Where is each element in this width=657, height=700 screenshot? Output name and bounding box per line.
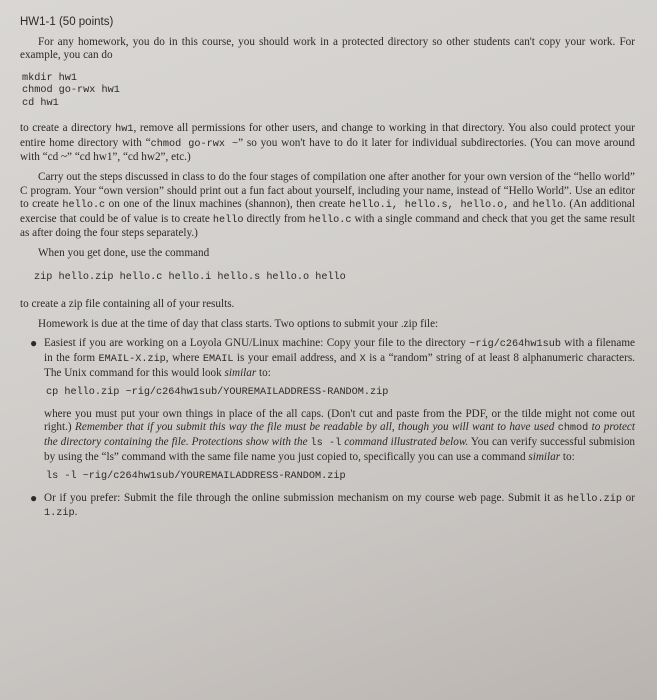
bullet-icon: ● bbox=[30, 336, 38, 351]
list-item: ● Easiest if you are working on a Loyola GNU/Linux machine: Copy your file to the directory ~rig/c264hw1sub with a filename in the form EMAIL-X.zip, where EMAIL is your email address, and X is a “random” string of at least 8 alphanumeric characters. The Unix command for this would look similar to: bbox=[30, 336, 635, 379]
code-block bbox=[22, 73, 635, 111]
submission-details-paragraph: where you must put your own things in place of the all caps. (Don't cut and paste from the PDF, or the tilde might not come out right.) Remember that if you submit this way the file must be readable by all, though you will want to have used chmod to protect the directory containing the file. Protections show with the ls -l command illustrated below. You can verify successful submision by using the “ls” command with the same file name you just copied to, specifically you can use a command similar to: bbox=[44, 407, 636, 463]
zip-file-paragraph: to create a zip file containing all of your results. bbox=[20, 298, 235, 311]
code-line: mkdir hw1 bbox=[22, 72, 78, 84]
submission-options-list-2 bbox=[30, 492, 635, 521]
submission-options-list bbox=[30, 337, 635, 380]
due-paragraph: Homework is due at the time of day that class starts. Two options to submit your .zip file: bbox=[38, 317, 439, 330]
bullet-icon: ● bbox=[30, 490, 38, 505]
ls-command: ls -l ~rig/c264hw1sub/YOUREMAILADDRESS-RANDOM.zip bbox=[46, 471, 346, 483]
list-item: ● Or if you prefer: Submit the file through the online submission mechanism on my course web page. Submit it as hello.zip or 1.zip. bbox=[30, 490, 635, 520]
code-line: chmod go-rwx hw1 bbox=[22, 85, 120, 97]
steps-paragraph: Carry out the steps discussed in class to do the four stages of compilation one after another for your own version of the “hello world” C program. Your “own version” should print out a fun fact about yourself, including your name, instead of “Hello World”. Use an editor to create hello.c on one of the linux machines (shannon), then create hello.i, hello.s, hello.o, and hello. (An additional exercise that could be of value is to create hello directly from hello.c with a single command and check that you get the same result as after doing the four steps separately.) bbox=[20, 171, 636, 240]
code-line: cd hw1 bbox=[22, 97, 59, 109]
zip-command: zip hello.zip hello.c hello.i hello.s hello.o hello bbox=[34, 271, 346, 283]
when-done-paragraph: When you get done, use the command bbox=[38, 247, 210, 260]
directory-paragraph: to create a directory hw1, remove all permissions for other users, and change to working in that directory. You also could protect your entire home directory with “chmod go-rwx ~” so you won't have to do it later for individual subdirectories. (You can move around with “cd ~” “cd hw1”, “cd hw2”, etc.) bbox=[20, 122, 636, 164]
page-title: HW1-1 (50 points) bbox=[20, 16, 114, 28]
intro-paragraph: For any homework, you do in this course, you should work in a protected directory so other students can't copy your work. For example, you can do bbox=[20, 35, 635, 62]
copy-command: cp hello.zip ~rig/c264hw1sub/YOUREMAILADDRESS-RANDOM.zip bbox=[46, 387, 389, 399]
